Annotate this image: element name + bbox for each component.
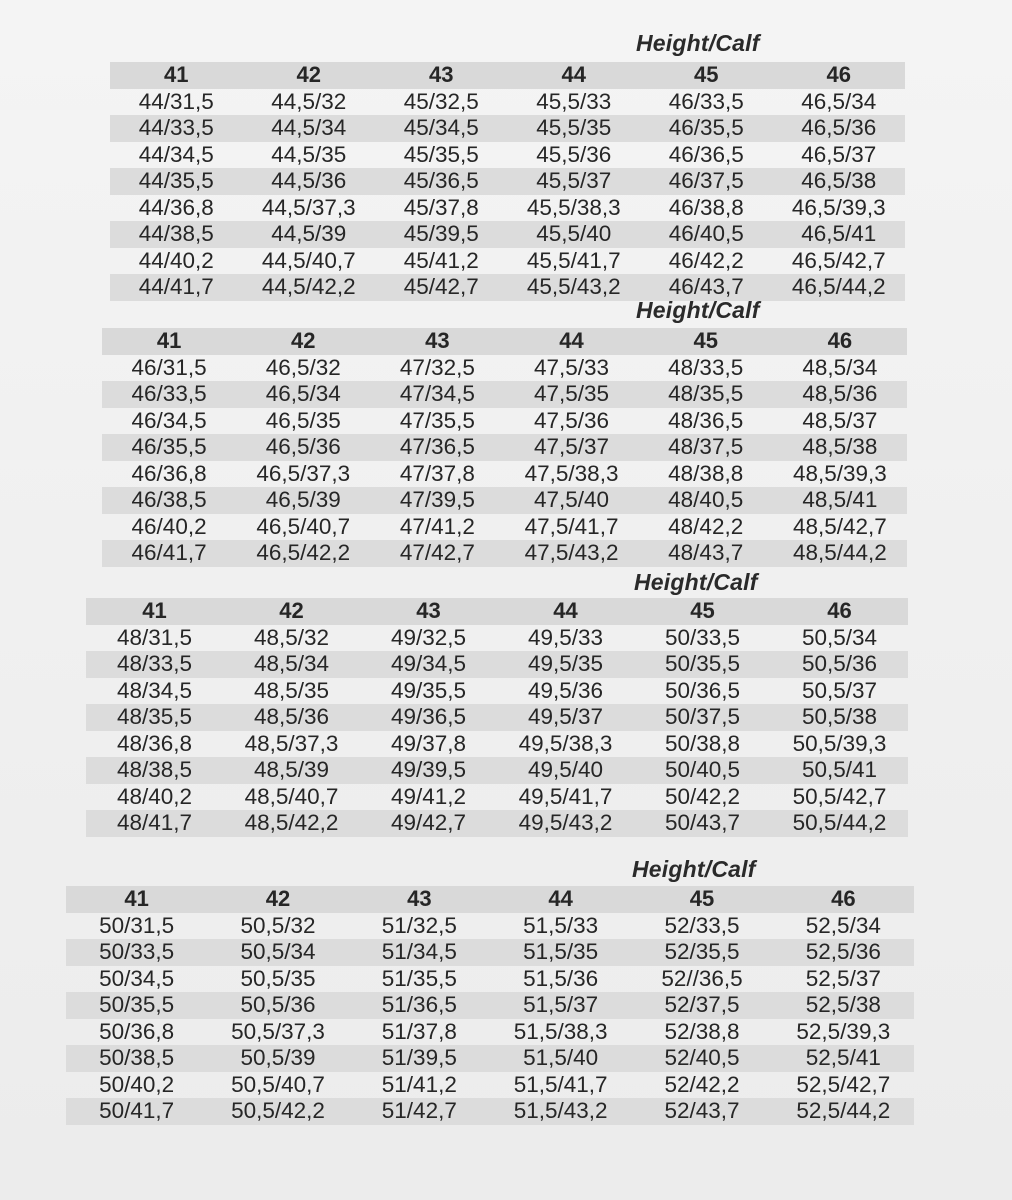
table-cell: 46/36,8	[131, 460, 207, 486]
table-cell: 51/36,5	[381, 992, 457, 1018]
table-cell: 50/33,5	[99, 939, 175, 965]
table-cell: 50/38,8	[664, 730, 741, 756]
table-cell: 46,5/44,2	[791, 274, 886, 300]
table-cell: 48/42,2	[668, 513, 744, 539]
table-cell: 46,5/37,3	[256, 460, 351, 486]
table-row	[66, 1045, 914, 1072]
table-cell: 52/35,5	[664, 939, 740, 965]
table-row	[110, 142, 905, 169]
table-cell: 50/35,5	[99, 992, 175, 1018]
table-row	[66, 992, 914, 1019]
column-header: 45	[694, 62, 719, 88]
column-header: 42	[296, 62, 321, 88]
table-cell: 50/35,5	[664, 651, 741, 677]
table-row	[86, 651, 908, 678]
table-cell: 46,5/42,7	[791, 247, 886, 273]
column-header: 44	[559, 328, 584, 354]
table-cell: 45,5/33	[536, 88, 612, 114]
table-row	[102, 461, 907, 488]
table-cell: 48,5/37,3	[244, 730, 339, 756]
table-cell: 48,5/40,7	[244, 783, 339, 809]
table-cell: 46/31,5	[131, 354, 207, 380]
table-row	[102, 381, 907, 408]
table-cell: 51,5/37	[523, 992, 599, 1018]
table-cell: 44,5/32	[271, 88, 347, 114]
table-cell: 50,5/35	[240, 965, 316, 991]
table-cell: 48/33,5	[668, 354, 744, 380]
table-cell: 46/43,7	[668, 274, 744, 300]
table-cell: 48/40,5	[668, 487, 744, 513]
column-header: 42	[279, 598, 304, 624]
table-cell: 49,5/37	[527, 704, 604, 730]
table-cell: 50,5/34	[801, 624, 878, 650]
table-cell: 47/37,8	[399, 460, 475, 486]
table-cell: 49/32,5	[390, 624, 467, 650]
table-cell: 52/43,7	[664, 1098, 740, 1124]
table-cell: 47,5/36	[534, 407, 610, 433]
table-cell: 44,5/40,7	[261, 247, 356, 273]
column-header: 44	[561, 62, 586, 88]
table-cell: 46,5/35	[265, 407, 341, 433]
table-cell: 50/40,5	[664, 757, 741, 783]
table-cell: 52,5/34	[805, 912, 881, 938]
table-cell: 49,5/43,2	[518, 810, 613, 836]
table-cell: 51/32,5	[381, 912, 457, 938]
table-cell: 50,5/38	[801, 704, 878, 730]
table-cell: 51/37,8	[381, 1018, 457, 1044]
table-cell: 45,5/36	[536, 141, 612, 167]
table-3-label: Height/Calf	[634, 569, 758, 595]
table-cell: 52/33,5	[664, 912, 740, 938]
table-cell: 45,5/35	[536, 115, 612, 141]
table-4-label: Height/Calf	[632, 856, 756, 882]
table-cell: 50/42,2	[664, 783, 741, 809]
table-cell: 46/41,7	[131, 540, 207, 566]
table-row	[102, 355, 907, 382]
table-cell: 48/38,5	[116, 757, 193, 783]
table-cell: 51,5/35	[523, 939, 599, 965]
column-header: 45	[693, 328, 718, 354]
table-cell: 45,5/40	[536, 221, 612, 247]
table-cell: 48/40,2	[116, 783, 193, 809]
table-cell: 46,5/40,7	[256, 513, 351, 539]
column-header: 44	[548, 886, 573, 912]
table-cell: 46,5/32	[265, 354, 341, 380]
table-cell: 50/31,5	[99, 912, 175, 938]
table-cell: 48/34,5	[116, 677, 193, 703]
table-cell: 48,5/36	[253, 704, 330, 730]
table-cell: 45/37,8	[403, 194, 479, 220]
table-cell: 51/41,2	[381, 1071, 457, 1097]
table-cell: 49/34,5	[390, 651, 467, 677]
table-cell: 48,5/37	[802, 407, 878, 433]
table-cell: 48,5/34	[253, 651, 330, 677]
table-cell: 47,5/38,3	[524, 460, 619, 486]
table-cell: 47,5/33	[534, 354, 610, 380]
table-cell: 52,5/39,3	[796, 1018, 891, 1044]
table-cell: 46,5/36	[265, 434, 341, 460]
table-cell: 44,5/34	[271, 115, 347, 141]
table-cell: 50,5/37	[801, 677, 878, 703]
table-cell: 48/36,8	[116, 730, 193, 756]
column-header: 41	[164, 62, 189, 88]
table-row	[110, 89, 905, 116]
table-cell: 47/35,5	[399, 407, 475, 433]
table-cell: 46/36,5	[668, 141, 744, 167]
table-cell: 46/40,2	[131, 513, 207, 539]
table-cell: 50,5/40,7	[231, 1071, 325, 1097]
table-cell: 46/34,5	[131, 407, 207, 433]
header-row	[110, 62, 905, 89]
column-header: 45	[689, 886, 715, 912]
table-cell: 48,5/39,3	[792, 460, 887, 486]
table-cell: 46,5/36	[801, 115, 877, 141]
table-cell: 50/36,5	[664, 677, 741, 703]
table-cell: 48,5/41	[802, 487, 878, 513]
table-cell: 52,5/36	[805, 939, 881, 965]
table-row	[110, 168, 905, 195]
table-cell: 48/37,5	[668, 434, 744, 460]
table-cell: 47/36,5	[399, 434, 475, 460]
table-1-label: Height/Calf	[636, 30, 760, 56]
table-cell: 50,5/36	[240, 992, 316, 1018]
table-cell: 50,5/42,2	[231, 1098, 325, 1124]
table-cell: 44,5/39	[271, 221, 347, 247]
column-header: 45	[690, 598, 715, 624]
table-cell: 50/37,5	[664, 704, 741, 730]
table-cell: 48,5/32	[253, 624, 330, 650]
table-cell: 50,5/36	[801, 651, 878, 677]
table-row	[102, 408, 907, 435]
table-cell: 51/34,5	[381, 939, 457, 965]
table-cell: 47/42,7	[399, 540, 475, 566]
header-row	[86, 598, 908, 625]
table-cell: 48/35,5	[668, 381, 744, 407]
table-row	[102, 540, 907, 567]
table-row	[102, 434, 907, 461]
table-cell: 46/42,2	[668, 247, 744, 273]
table-cell: 50/41,7	[99, 1098, 175, 1124]
table-row	[86, 625, 908, 652]
table-cell: 52/40,5	[664, 1045, 740, 1071]
size-table-4	[66, 886, 914, 1125]
table-cell: 46,5/41	[801, 221, 877, 247]
table-cell: 51/35,5	[381, 965, 457, 991]
table-cell: 46/38,8	[668, 194, 744, 220]
table-cell: 44/38,5	[138, 221, 214, 247]
table-cell: 45/35,5	[403, 141, 479, 167]
column-header: 41	[142, 598, 167, 624]
column-header: 46	[831, 886, 856, 912]
table-cell: 44,5/37,3	[261, 194, 356, 220]
table-row	[110, 248, 905, 275]
table-cell: 48/35,5	[116, 704, 193, 730]
table-cell: 47,5/35	[534, 381, 610, 407]
table-cell: 52,5/37	[805, 965, 881, 991]
size-table-3	[86, 598, 908, 837]
table-cell: 46,5/37	[801, 141, 877, 167]
table-cell: 44,5/36	[271, 168, 347, 194]
table-cell: 48/36,5	[668, 407, 744, 433]
table-cell: 48,5/38	[802, 434, 878, 460]
column-header: 46	[827, 328, 853, 354]
table-cell: 50,5/34	[240, 939, 316, 965]
table-cell: 50/34,5	[99, 965, 175, 991]
table-row	[66, 1072, 914, 1099]
table-cell: 47/41,2	[399, 513, 475, 539]
table-row	[110, 115, 905, 142]
table-cell: 50,5/42,7	[792, 783, 887, 809]
table-cell: 48,5/39	[253, 757, 330, 783]
column-header: 41	[124, 886, 149, 912]
table-cell: 51,5/36	[523, 965, 599, 991]
table-cell: 52/42,2	[664, 1071, 740, 1097]
table-cell: 50,5/44,2	[792, 810, 887, 836]
table-cell: 44/34,5	[138, 141, 214, 167]
table-cell: 51,5/43,2	[513, 1098, 608, 1124]
table-cell: 48,5/42,2	[244, 810, 339, 836]
table-cell: 47,5/41,7	[524, 513, 619, 539]
table-row	[110, 221, 905, 248]
table-cell: 46/40,5	[668, 221, 744, 247]
table-cell: 46/35,5	[131, 434, 207, 460]
table-cell: 46/37,5	[668, 168, 744, 194]
table-row	[110, 274, 905, 301]
table-row	[86, 784, 908, 811]
table-cell: 46,5/39,3	[791, 194, 886, 220]
table-cell: 44/35,5	[138, 168, 214, 194]
table-cell: 48,5/34	[802, 354, 878, 380]
table-cell: 46/35,5	[668, 115, 744, 141]
table-cell: 50,5/39	[240, 1045, 316, 1071]
table-cell: 48,5/35	[253, 677, 330, 703]
table-cell: 47/32,5	[399, 354, 475, 380]
table-cell: 45/42,7	[403, 274, 479, 300]
table-row	[86, 757, 908, 784]
table-cell: 47,5/43,2	[524, 540, 619, 566]
table-cell: 50,5/37,3	[231, 1018, 325, 1044]
table-cell: 47/39,5	[399, 487, 475, 513]
table-cell: 51,5/41,7	[513, 1071, 608, 1097]
table-cell: 50/38,5	[99, 1045, 175, 1071]
table-cell: 44/41,7	[138, 274, 214, 300]
table-cell: 50/36,8	[99, 1018, 175, 1044]
table-cell: 49/37,8	[390, 730, 467, 756]
table-cell: 44/33,5	[138, 115, 214, 141]
column-header: 43	[407, 886, 432, 912]
table-cell: 45/36,5	[403, 168, 479, 194]
table-cell: 47/34,5	[399, 381, 475, 407]
table-cell: 51,5/33	[523, 912, 599, 938]
table-cell: 44/36,8	[138, 194, 214, 220]
table-row	[66, 1098, 914, 1125]
table-cell: 49,5/36	[527, 677, 604, 703]
table-cell: 50,5/32	[240, 912, 316, 938]
table-cell: 49/41,2	[390, 783, 467, 809]
table-row	[86, 678, 908, 705]
table-cell: 46,5/39	[265, 487, 341, 513]
table-cell: 48/33,5	[116, 651, 193, 677]
column-header: 46	[826, 62, 851, 88]
table-cell: 46,5/42,2	[256, 540, 351, 566]
column-header: 42	[290, 328, 316, 354]
table-cell: 49,5/33	[527, 624, 604, 650]
table-cell: 52,5/41	[805, 1045, 881, 1071]
column-header: 42	[265, 886, 291, 912]
table-cell: 50/33,5	[664, 624, 741, 650]
table-2-label: Height/Calf	[636, 297, 760, 323]
table-row	[86, 704, 908, 731]
size-table-1	[110, 62, 905, 301]
table-cell: 45,5/38,3	[526, 194, 621, 220]
table-cell: 45/32,5	[403, 88, 479, 114]
table-cell: 49,5/35	[527, 651, 604, 677]
table-cell: 45,5/41,7	[526, 247, 621, 273]
table-row	[102, 487, 907, 514]
table-cell: 47,5/37	[534, 434, 610, 460]
table-row	[102, 514, 907, 541]
table-cell: 48/31,5	[116, 624, 193, 650]
table-cell: 46,5/34	[265, 381, 341, 407]
table-cell: 52/38,8	[664, 1018, 740, 1044]
table-cell: 45,5/37	[536, 168, 612, 194]
table-cell: 48,5/42,7	[792, 513, 887, 539]
table-row	[66, 913, 914, 940]
table-cell: 49,5/40	[527, 757, 604, 783]
table-cell: 44,5/35	[271, 141, 347, 167]
table-cell: 44,5/42,2	[261, 274, 356, 300]
column-header: 43	[425, 328, 450, 354]
table-cell: 48,5/44,2	[792, 540, 887, 566]
table-cell: 49,5/38,3	[518, 730, 613, 756]
table-cell: 46,5/34	[801, 88, 877, 114]
table-cell: 50/43,7	[664, 810, 741, 836]
header-row	[102, 328, 907, 355]
table-cell: 52//36,5	[661, 965, 743, 991]
table-cell: 48/38,8	[668, 460, 744, 486]
table-cell: 49/36,5	[390, 704, 467, 730]
table-cell: 46/33,5	[668, 88, 744, 114]
table-cell: 47,5/40	[534, 487, 610, 513]
table-row	[66, 939, 914, 966]
column-header: 46	[827, 598, 852, 624]
table-cell: 52,5/38	[805, 992, 881, 1018]
table-cell: 51,5/38,3	[513, 1018, 608, 1044]
column-header: 43	[416, 598, 441, 624]
table-cell: 52,5/42,7	[796, 1071, 891, 1097]
table-cell: 49/42,7	[390, 810, 467, 836]
table-row	[86, 731, 908, 758]
table-cell: 49/39,5	[390, 757, 467, 783]
table-cell: 51/42,7	[381, 1098, 457, 1124]
table-cell: 46,5/38	[801, 168, 877, 194]
table-cell: 45,5/43,2	[526, 274, 621, 300]
table-cell: 50/40,2	[99, 1071, 175, 1097]
table-cell: 49,5/41,7	[518, 783, 613, 809]
table-cell: 48/41,7	[116, 810, 193, 836]
table-cell: 51/39,5	[381, 1045, 457, 1071]
table-cell: 49/35,5	[390, 677, 467, 703]
table-cell: 46/33,5	[131, 381, 207, 407]
column-header: 41	[156, 328, 182, 354]
table-row	[86, 810, 908, 837]
table-cell: 50,5/39,3	[792, 730, 887, 756]
table-cell: 46/38,5	[131, 487, 207, 513]
table-cell: 45/41,2	[403, 247, 479, 273]
table-cell: 45/34,5	[403, 115, 479, 141]
table-cell: 51,5/40	[523, 1045, 599, 1071]
table-cell: 48/43,7	[668, 540, 744, 566]
table-cell: 52,5/44,2	[796, 1098, 891, 1124]
table-cell: 44/40,2	[138, 247, 214, 273]
column-header: 43	[429, 62, 454, 88]
size-table-2	[102, 328, 907, 567]
table-cell: 50,5/41	[801, 757, 878, 783]
table-row	[66, 1019, 914, 1046]
header-row	[66, 886, 914, 913]
table-cell: 45/39,5	[403, 221, 479, 247]
table-cell: 48,5/36	[802, 381, 878, 407]
table-cell: 52/37,5	[664, 992, 740, 1018]
column-header: 44	[553, 598, 578, 624]
table-row	[66, 966, 914, 993]
table-cell: 44/31,5	[138, 88, 214, 114]
table-row	[110, 195, 905, 222]
